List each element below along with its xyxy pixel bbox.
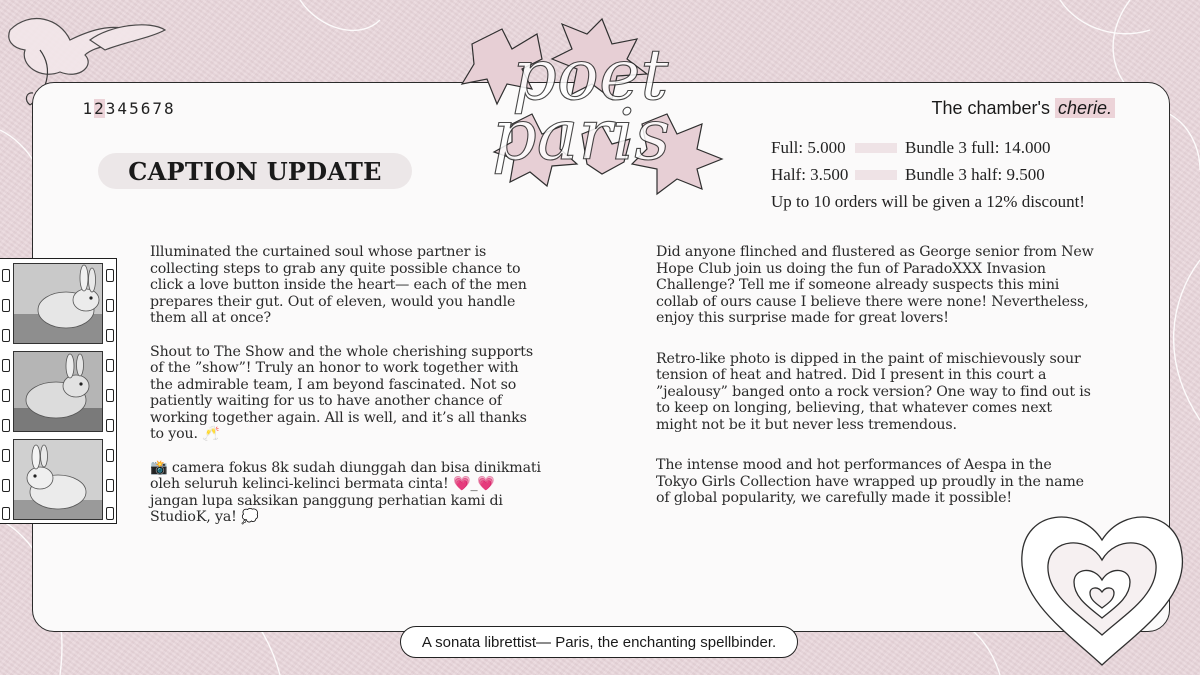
heart-swirl-icon — [1010, 500, 1195, 670]
page-1[interactable]: 1 — [82, 99, 94, 118]
left-paragraph-2: Shout to The Show and the whole cherishing supports of the ”show”! Truly an honor to work together with the admirable team, I am beyond fascinated. Not so patiently waiting for us to have another chance of working together again. All is well, and it’s all thanks to you. 🥂 — [150, 343, 533, 442]
sprocket-hole — [106, 479, 114, 492]
sprocket-hole — [106, 419, 114, 432]
page-8[interactable]: 8 — [163, 99, 175, 118]
rabbit-photo-icon — [13, 263, 103, 344]
sprocket-hole — [2, 329, 10, 342]
sprocket-hole — [106, 449, 114, 462]
rabbit-photo-icon — [13, 439, 103, 520]
sprocket-hole — [2, 507, 10, 520]
price-bundle-half: Bundle 3 half: 9.500 — [905, 164, 1045, 184]
sprocket-hole — [106, 299, 114, 312]
page-3[interactable]: 3 — [105, 99, 117, 118]
page-6[interactable]: 6 — [140, 99, 152, 118]
page-numbers — [82, 99, 175, 118]
chamber-emphasis: cherie. — [1055, 98, 1115, 118]
sprocket-hole — [2, 419, 10, 432]
sprocket-hole — [2, 359, 10, 372]
chamber-tagline — [931, 98, 1115, 119]
price-half: Half: 3.500 — [771, 164, 849, 184]
left-column — [150, 244, 545, 526]
price-divider — [855, 170, 897, 180]
sprocket-hole — [2, 479, 10, 492]
sprocket-hole — [2, 389, 10, 402]
price-list — [771, 134, 1085, 215]
right-paragraph-2: Retro-like photo is dipped in the paint of mischievously sour tension of heat and hatred. Did I present in this court a ”jealousy” banged onto a rock version? One way to find out is to keep on longing, believing, that whatever comes next might not be it but never less tremendous. — [656, 350, 1091, 433]
sprocket-hole — [2, 449, 10, 462]
discount-note: Up to 10 orders will be given a 12% discount! — [771, 191, 1085, 211]
page-2-active[interactable]: 2 — [94, 99, 105, 118]
rabbit-photo-icon — [13, 351, 103, 432]
poet-paris-logo — [452, 14, 742, 204]
logo-text-top: poet — [512, 34, 669, 116]
price-full: Full: 5.000 — [771, 137, 846, 157]
right-column — [656, 244, 1096, 507]
page-4[interactable]: 4 — [117, 99, 129, 118]
sprocket-hole — [2, 269, 10, 282]
caption-update-title: CAPTION UPDATE — [98, 153, 412, 189]
chamber-prefix: The chamber's — [931, 98, 1050, 118]
logo-text-bottom: paris — [492, 94, 671, 176]
footer-tagline: A sonata librettist— Paris, the enchanting spellbinder. — [400, 626, 798, 658]
page-5[interactable]: 5 — [129, 99, 140, 118]
sprocket-hole — [106, 507, 114, 520]
sprocket-hole — [2, 299, 10, 312]
page-7[interactable]: 7 — [152, 99, 163, 118]
sprocket-hole — [106, 269, 114, 282]
left-paragraph-3: 📸 camera fokus 8k sudah diunggah dan bisa dinikmati oleh seluruh kelinci-kelinci bermata cinta! 💗_💗 jangan lupa saksikan panggung perhatian kami di StudioK, ya! 💭 — [150, 459, 541, 525]
sprocket-hole — [106, 389, 114, 402]
sprocket-hole — [106, 359, 114, 372]
rabbit-filmstrip — [0, 258, 117, 524]
price-divider — [855, 143, 897, 153]
price-bundle-full: Bundle 3 full: 14.000 — [905, 137, 1051, 157]
right-paragraph-3: The intense mood and hot performances of Aespa in the Tokyo Girls Collection have wrapped up proudly in the name of global popularity, we carefully made it possible! — [656, 457, 1084, 506]
right-paragraph-1: Did anyone flinched and flustered as George senior from New Hope Club join us doing the fun of ParadoXXX Invasion Challenge? Tell me if someone already suspects this mini collab of ours cause I believe there were none! Nevertheless, enjoy this surprise made for great lovers! — [656, 244, 1094, 326]
sprocket-hole — [106, 329, 114, 342]
left-paragraph-1: Illuminated the curtained soul whose partner is collecting steps to grab any quite possible chance to click a love button inside the heart— each of the men prepares their gut. Out of eleven, would you handle them all at once? — [150, 244, 527, 326]
